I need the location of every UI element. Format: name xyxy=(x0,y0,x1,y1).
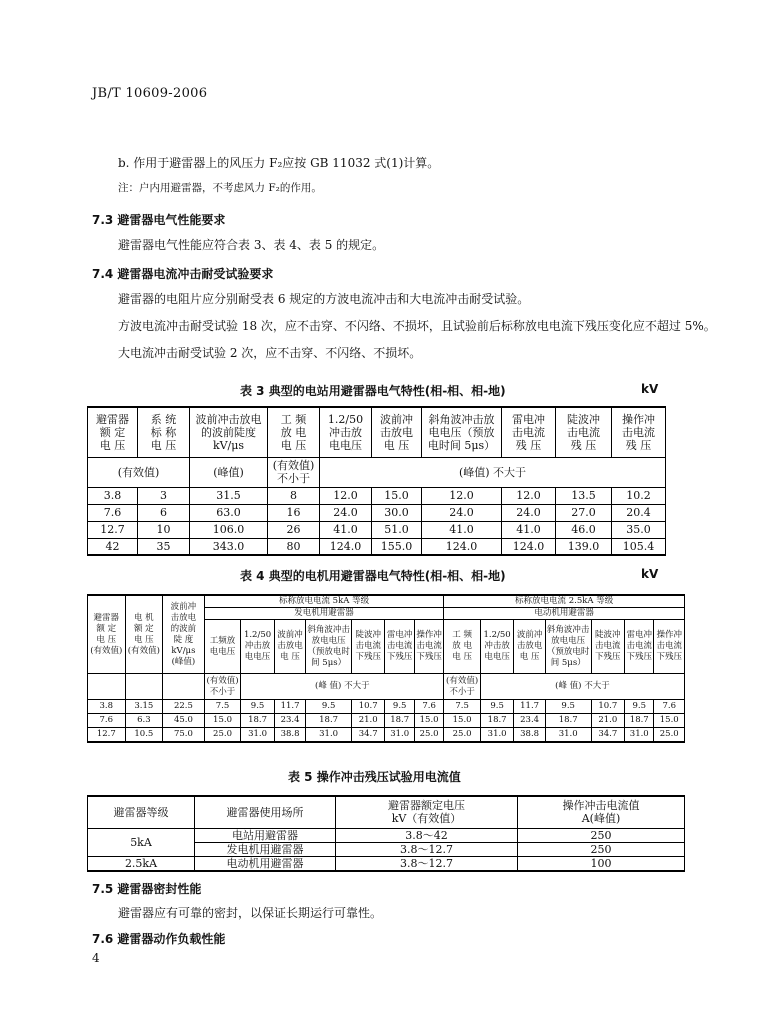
t4-pf-note: (有效值) 不小于 xyxy=(444,674,481,700)
t4-cell: 3.8 xyxy=(88,700,126,714)
t4-col-header: 雷电冲 击电流 下残压 xyxy=(385,620,414,674)
section-7-3-text: 避雷器电气性能应符合表 3、表 4、表 5 的规定。 xyxy=(118,238,385,252)
t4-cell: 18.7 xyxy=(545,714,591,728)
t4-peak-note: (峰 值) 不大于 xyxy=(480,674,684,700)
t5-cell: 250 xyxy=(518,842,685,856)
t3-cell: 12.0 xyxy=(422,487,502,504)
t4-cell: 6.3 xyxy=(125,714,163,728)
table-row xyxy=(88,714,685,728)
t3-cell: 51.0 xyxy=(372,521,422,538)
t3-cell: 16 xyxy=(268,504,320,521)
table-row xyxy=(88,728,685,742)
t4-cell: 31.0 xyxy=(306,728,352,742)
t4-header-front-steepness: 波前冲 击放电 的波前 陡 度 kV/μs (峰值) xyxy=(163,595,205,674)
t5-header-current: 操作冲击电流值 A(峰值) xyxy=(518,796,685,828)
table-4-unit: kV xyxy=(641,567,659,581)
t4-col-header: 操作冲 击电流 下残压 xyxy=(654,620,685,674)
t3-cell: 106.0 xyxy=(190,521,268,538)
t3-sub-rms: (有效值) xyxy=(88,457,190,487)
table-5-caption: 表 5 操作冲击残压试验用电流值 xyxy=(288,770,461,784)
t4-group-5ka: 标称放电电流 5kA 等级 xyxy=(204,595,444,608)
t3-cell: 105.4 xyxy=(612,538,666,555)
t4-cell: 10.7 xyxy=(351,700,385,714)
section-7-4-para-2: 方波电流冲击耐受试验 18 次，应不击穿、不闪络、不损坏，且试验前后标称放电电流下残压变化应不超过 5%。 xyxy=(118,319,716,333)
t3-header-rated-voltage: 避雷器 额 定 电 压 xyxy=(88,407,138,457)
table-5 xyxy=(87,795,685,872)
t3-cell: 63.0 xyxy=(190,504,268,521)
t4-cell: 9.5 xyxy=(385,700,414,714)
table-row xyxy=(88,538,666,555)
section-7-3-title: 7.3 避雷器电气性能要求 xyxy=(92,213,226,227)
t4-col-header: 斜角波冲击 放电电压 （预放电时 间 5μs） xyxy=(306,620,352,674)
t4-col-header: 操作冲 击电流 下残压 xyxy=(414,620,443,674)
t3-cell: 41.0 xyxy=(320,521,372,538)
t5-cell: 电站用避雷器 xyxy=(195,828,336,842)
table-3-unit: kV xyxy=(641,382,659,396)
t3-cell: 3.8 xyxy=(88,487,138,504)
note-text: 注：户内用避雷器，不考虑风力 F₂的作用。 xyxy=(118,182,322,194)
t4-cell: 18.7 xyxy=(625,714,654,728)
t5-cell: 3.8～42 xyxy=(336,828,518,842)
t5-cell: 电动机用避雷器 xyxy=(195,856,336,871)
t3-cell: 10.2 xyxy=(612,487,666,504)
t4-cell: 7.6 xyxy=(414,700,443,714)
t4-cell: 25.0 xyxy=(414,728,443,742)
t3-sub-peak: (峰值) xyxy=(190,457,268,487)
t4-cell: 11.7 xyxy=(274,700,305,714)
t4-peak-note: (峰 值) 不大于 xyxy=(241,674,444,700)
t4-cell: 10.7 xyxy=(591,700,625,714)
t5-cell: 3.8～12.7 xyxy=(336,856,518,871)
section-7-5-text: 避雷器应有可靠的密封，以保证长期运行可靠性。 xyxy=(118,906,383,920)
t4-cell: 3.15 xyxy=(125,700,163,714)
t3-cell: 24.0 xyxy=(320,504,372,521)
t4-group-2-5ka: 标称放电电流 2.5kA 等级 xyxy=(444,595,685,608)
t3-cell: 41.0 xyxy=(422,521,502,538)
t4-col-header: 工频放 电电压 xyxy=(204,620,241,674)
t4-cell: 75.0 xyxy=(163,728,205,742)
table-row xyxy=(88,487,666,504)
t4-cell: 25.0 xyxy=(654,728,685,742)
t4-cell: 18.7 xyxy=(385,714,414,728)
t4-cell: 18.7 xyxy=(306,714,352,728)
t4-cell: 31.0 xyxy=(480,728,514,742)
t4-cell: 23.4 xyxy=(274,714,305,728)
t3-header-impulse-1250: 1.2/50 冲击放 电电压 xyxy=(320,407,372,457)
t3-header-power-frequency: 工 频 放 电 电 压 xyxy=(268,407,320,457)
section-7-6-title: 7.6 避雷器动作负载性能 xyxy=(92,932,226,946)
t4-cell: 9.5 xyxy=(545,700,591,714)
t4-col-header: 波前冲 击放电 电 压 xyxy=(274,620,305,674)
t4-sub-motor: 电动机用避雷器 xyxy=(444,608,685,620)
section-7-4-para-1: 避雷器的电阻片应分别耐受表 6 规定的方波电流冲击和大电流冲击耐受试验。 xyxy=(118,292,530,306)
t5-cell: 250 xyxy=(518,828,685,842)
t5-header-rated-voltage: 避雷器额定电压 kV（有效值） xyxy=(336,796,518,828)
t4-cell: 31.0 xyxy=(625,728,654,742)
t3-cell: 6 xyxy=(138,504,190,521)
table-row xyxy=(88,856,685,871)
t5-header-usage: 避雷器使用场所 xyxy=(195,796,336,828)
t4-cell: 9.5 xyxy=(625,700,654,714)
t3-cell: 35 xyxy=(138,538,190,555)
t3-cell: 124.0 xyxy=(320,538,372,555)
t4-cell: 34.7 xyxy=(591,728,625,742)
t4-cell: 31.0 xyxy=(241,728,275,742)
t3-cell: 124.0 xyxy=(422,538,502,555)
t4-col-header: 雷电冲 击电流 下残压 xyxy=(625,620,654,674)
t4-cell: 15.0 xyxy=(444,714,481,728)
t4-col-header: 1.2/50 冲击放 电电压 xyxy=(241,620,275,674)
t4-pf-note xyxy=(163,674,205,700)
t4-cell: 38.8 xyxy=(274,728,305,742)
t4-cell: 25.0 xyxy=(444,728,481,742)
t4-cell: 7.6 xyxy=(654,700,685,714)
t4-sub-generator: 发电机用避雷器 xyxy=(204,608,444,620)
section-7-5-title: 7.5 避雷器密封性能 xyxy=(92,882,202,896)
t3-cell: 7.6 xyxy=(88,504,138,521)
t4-cell: 15.0 xyxy=(654,714,685,728)
t5-cell: 3.8～12.7 xyxy=(336,842,518,856)
t3-cell: 30.0 xyxy=(372,504,422,521)
t3-cell: 155.0 xyxy=(372,538,422,555)
t3-header-lightning-residual: 雷电冲 击电流 残 压 xyxy=(502,407,556,457)
t4-cell: 9.5 xyxy=(480,700,514,714)
t3-cell: 343.0 xyxy=(190,538,268,555)
t4-pf-note xyxy=(88,674,126,700)
section-7-4-title: 7.4 避雷器电流冲击耐受试验要求 xyxy=(92,267,274,281)
t3-header-system-voltage: 系 统 标 称 电 压 xyxy=(138,407,190,457)
item-b-text: b. 作用于避雷器上的风压力 F₂应按 GB 11032 式(1)计算。 xyxy=(118,156,440,170)
t4-header-rated-voltage: 避雷器 额 定 电 压 (有效值) xyxy=(88,595,126,674)
t4-cell: 38.8 xyxy=(514,728,545,742)
t3-cell: 139.0 xyxy=(556,538,612,555)
t3-cell: 12.0 xyxy=(502,487,556,504)
t5-header-class: 避雷器等级 xyxy=(88,796,195,828)
t4-col-header: 1.2/50 冲击放 电电压 xyxy=(480,620,514,674)
t4-cell: 45.0 xyxy=(163,714,205,728)
t4-cell: 15.0 xyxy=(414,714,443,728)
t4-cell: 18.7 xyxy=(241,714,275,728)
t3-cell: 26 xyxy=(268,521,320,538)
t4-cell: 7.5 xyxy=(444,700,481,714)
t5-cell: 5kA xyxy=(88,828,195,856)
table-3 xyxy=(87,406,666,556)
table-row xyxy=(88,504,666,521)
t3-cell: 24.0 xyxy=(422,504,502,521)
t3-cell: 24.0 xyxy=(502,504,556,521)
t4-cell: 11.7 xyxy=(514,700,545,714)
t4-cell: 22.5 xyxy=(163,700,205,714)
t3-header-switching-residual: 操作冲 击电流 残 压 xyxy=(612,407,666,457)
t3-header-steep-residual: 陡波冲 击电流 残 压 xyxy=(556,407,612,457)
t3-header-front-impulse: 波前冲 击放电 电 压 xyxy=(372,407,422,457)
t4-cell: 7.6 xyxy=(88,714,126,728)
t4-col-header: 波前冲 击放电 电 压 xyxy=(514,620,545,674)
table-4 xyxy=(87,594,685,743)
table-3-caption: 表 3 典型的电站用避雷器电气特性(相-相、相-地) xyxy=(240,384,506,398)
t4-cell: 31.0 xyxy=(545,728,591,742)
t5-cell: 2.5kA xyxy=(88,856,195,871)
t4-cell: 12.7 xyxy=(88,728,126,742)
t3-sub-peak-max: (峰值) 不大于 xyxy=(320,457,666,487)
t3-cell: 10 xyxy=(138,521,190,538)
t4-col-header: 陡波冲 击电流 下残压 xyxy=(591,620,625,674)
t3-header-ramp-impulse: 斜角波冲击放 电电压（预放 电时间 5μs） xyxy=(422,407,502,457)
t3-cell: 15.0 xyxy=(372,487,422,504)
t4-cell: 10.5 xyxy=(125,728,163,742)
t4-header-motor-voltage: 电 机 额 定 电 压 (有效值) xyxy=(125,595,163,674)
t4-col-header: 斜角波冲击 放电电压 （预放电时 间 5μs） xyxy=(545,620,591,674)
t3-cell: 12.7 xyxy=(88,521,138,538)
table-4-caption: 表 4 典型的电机用避雷器电气特性(相-相、相-地) xyxy=(240,569,506,583)
t4-col-header: 工 频 放 电 电 压 xyxy=(444,620,481,674)
t3-cell: 27.0 xyxy=(556,504,612,521)
t4-cell: 9.5 xyxy=(306,700,352,714)
t4-cell: 25.0 xyxy=(204,728,241,742)
t3-cell: 20.4 xyxy=(612,504,666,521)
table-row xyxy=(88,700,685,714)
t3-cell: 8 xyxy=(268,487,320,504)
t3-cell: 41.0 xyxy=(502,521,556,538)
t4-pf-note xyxy=(125,674,163,700)
t4-col-header: 陡波冲 击电流 下残压 xyxy=(351,620,385,674)
page-number: 4 xyxy=(92,951,100,965)
table-row xyxy=(88,521,666,538)
t4-cell: 23.4 xyxy=(514,714,545,728)
t5-cell: 发电机用避雷器 xyxy=(195,842,336,856)
t3-header-front-steepness: 波前冲击放电 的波前陡度 kV/μs xyxy=(190,407,268,457)
t3-cell: 31.5 xyxy=(190,487,268,504)
t3-cell: 80 xyxy=(268,538,320,555)
t4-cell: 34.7 xyxy=(351,728,385,742)
t3-cell: 3 xyxy=(138,487,190,504)
t3-sub-pf: (有效值) 不小于 xyxy=(268,457,320,487)
t4-pf-note: (有效值) 不小于 xyxy=(204,674,241,700)
t3-cell: 124.0 xyxy=(502,538,556,555)
t3-cell: 42 xyxy=(88,538,138,555)
t3-cell: 35.0 xyxy=(612,521,666,538)
t4-cell: 21.0 xyxy=(591,714,625,728)
t3-cell: 12.0 xyxy=(320,487,372,504)
t4-cell: 7.5 xyxy=(204,700,241,714)
t3-cell: 13.5 xyxy=(556,487,612,504)
t4-cell: 31.0 xyxy=(385,728,414,742)
document-code: JB/T 10609-2006 xyxy=(92,86,208,101)
t3-cell: 46.0 xyxy=(556,521,612,538)
t4-cell: 21.0 xyxy=(351,714,385,728)
t4-cell: 18.7 xyxy=(480,714,514,728)
section-7-4-para-3: 大电流冲击耐受试验 2 次，应不击穿、不闪络、不损坏。 xyxy=(118,346,422,360)
table-row xyxy=(88,828,685,842)
t5-cell: 100 xyxy=(518,856,685,871)
t4-cell: 9.5 xyxy=(241,700,275,714)
t4-cell: 15.0 xyxy=(204,714,241,728)
